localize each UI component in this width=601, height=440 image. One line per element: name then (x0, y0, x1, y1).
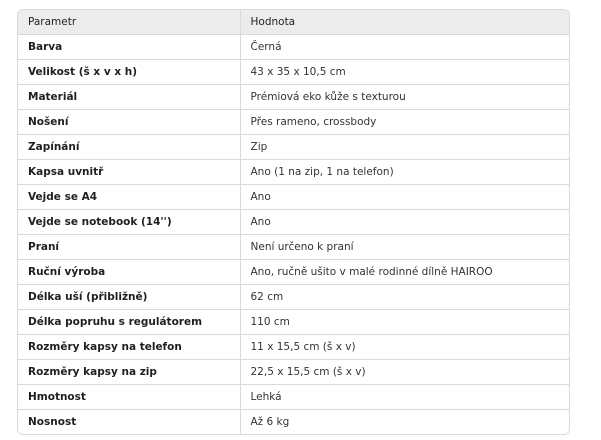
param-cell: Ruční výroba (18, 260, 240, 285)
param-cell: Barva (18, 35, 240, 60)
table-row (18, 235, 569, 260)
table-row (18, 360, 569, 385)
param-cell: Nošení (18, 110, 240, 135)
param-cell: Rozměry kapsy na telefon (18, 335, 240, 360)
value-cell: Prémiová eko kůže s texturou (240, 85, 569, 110)
table-header (18, 10, 569, 35)
table-row (18, 110, 569, 135)
table-body (18, 35, 569, 435)
param-cell: Velikost (š x v x h) (18, 60, 240, 85)
table-row (18, 385, 569, 410)
header-hodnota: Hodnota (240, 10, 569, 35)
header-parametr: Parametr (18, 10, 240, 35)
param-cell: Rozměry kapsy na zip (18, 360, 240, 385)
table-row (18, 410, 569, 435)
table-row (18, 310, 569, 335)
table-row (18, 210, 569, 235)
value-cell: 22,5 x 15,5 cm (š x v) (240, 360, 569, 385)
value-cell: Není určeno k praní (240, 235, 569, 260)
table-row (18, 60, 569, 85)
value-cell: 62 cm (240, 285, 569, 310)
table-row (18, 135, 569, 160)
table-row (18, 335, 569, 360)
value-cell: Ano (240, 210, 569, 235)
param-cell: Nosnost (28, 416, 77, 428)
value-cell: Přes rameno, crossbody (240, 110, 569, 135)
param-cell: Praní (18, 235, 240, 260)
table-row (18, 185, 569, 210)
value-cell: 11 x 15,5 cm (š x v) (240, 335, 569, 360)
param-cell: Zapínání (18, 135, 240, 160)
table-row (18, 285, 569, 310)
param-cell: Vejde se notebook (14'') (18, 210, 240, 235)
table-row (18, 85, 569, 110)
param-cell: Délka uší (přibližně) (18, 285, 240, 310)
value-cell: Ano (240, 185, 569, 210)
value-cell: Ano (1 na zip, 1 na telefon) (240, 160, 569, 185)
value-cell: Černá (240, 35, 569, 60)
value-cell: Zip (240, 135, 569, 160)
value-cell: Lehká (240, 385, 569, 410)
value-cell: Ano, ručně ušito v malé rodinné dílně HAIROO (240, 260, 569, 285)
spec-table-container (17, 9, 570, 435)
param-cell: Materiál (18, 85, 240, 110)
param-cell: Délka popruhu s regulátorem (18, 310, 240, 335)
param-cell: Kapsa uvnitř (18, 160, 240, 185)
header-row (18, 10, 569, 35)
table-row (18, 160, 569, 185)
param-cell: Vejde se A4 (18, 185, 240, 210)
value-cell: Až 6 kg (240, 410, 569, 435)
value-cell: 43 x 35 x 10,5 cm (240, 60, 569, 85)
table-row (18, 260, 569, 285)
table-row (18, 35, 569, 60)
value-cell: 110 cm (240, 310, 569, 335)
spec-table (18, 10, 569, 434)
param-cell: Hmotnost (18, 385, 240, 410)
